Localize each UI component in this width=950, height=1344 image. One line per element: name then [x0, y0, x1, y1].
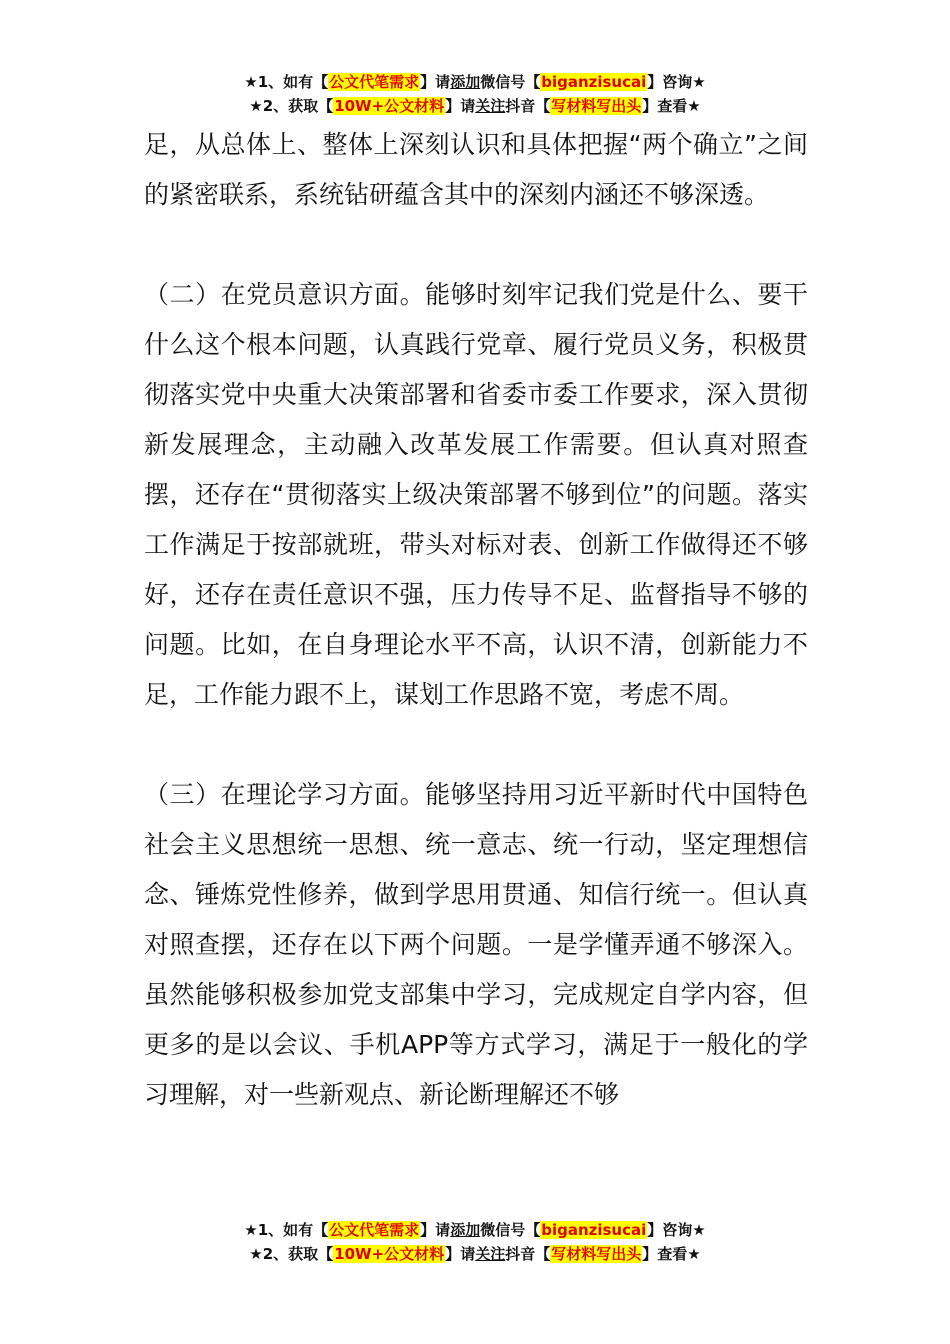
banner-underline: 关注 [475, 97, 506, 115]
paragraph-1: 足，从总体上、整体上深刻认识和具体把握“两个确立”之间的紧密联系，系统钻研蕴含其中的深刻内涵还不够深透。 [144, 130, 808, 209]
banner-text: 抖音【 [505, 1245, 551, 1263]
banner-text: 】请 [420, 1221, 451, 1239]
paragraph-gap [144, 220, 808, 270]
banner-text: 微信号【 [480, 73, 541, 91]
banner-line-1 [0, 1218, 950, 1242]
banner-highlight: biganzisucai [541, 73, 647, 91]
banner-line-1 [0, 70, 950, 94]
banner-line-2 [0, 94, 950, 118]
banner-text: 】请 [445, 1245, 476, 1263]
paragraph-2: （二）在党员意识方面。能够时刻牢记我们党是什么、要干什么这个根本问题，认真践行党章、履行党员义务，积极贯彻落实党中央重大决策部署和省委市委工作要求，深入贯彻新发展理念，主动融入改革发展工作需要。但认真对照查摆，还存在“贯彻落实上级决策部署不够到位”的问题。落实工作满足于按部就班，带头对标对表、创新工作做得还不够好，还存在责任意识不强，压力传导不足、监督指导不够的问题。比如，在自身理论水平不高，认识不清，创新能力不足，工作能力跟不上，谋划工作思路不宽，考虑不周。 [144, 280, 808, 709]
banner-text: ★2、获取【 [249, 1245, 334, 1263]
banner-underline: 添加 [450, 73, 481, 91]
banner-text: ★1、如有【 [244, 73, 329, 91]
banner-text: 抖音【 [505, 97, 551, 115]
banner-text: 】请 [420, 73, 451, 91]
banner-highlight: 公文代笔需求 [329, 73, 420, 91]
banner-highlight: 10W+公文材料 [334, 1245, 445, 1263]
banner-text: 微信号【 [480, 1221, 541, 1239]
header-banner [0, 70, 950, 118]
banner-text: 】请 [445, 97, 476, 115]
banner-text: 】查看★ [642, 1245, 701, 1263]
paragraph-gap [144, 720, 808, 770]
banner-highlight: biganzisucai [541, 1221, 647, 1239]
banner-highlight: 写材料写出头 [551, 97, 642, 115]
banner-underline: 添加 [450, 1221, 481, 1239]
banner-text: 】咨询★ [647, 1221, 706, 1239]
banner-text: ★1、如有【 [244, 1221, 329, 1239]
banner-underline: 关注 [475, 1245, 506, 1263]
footer-banner [0, 1218, 950, 1266]
banner-line-2 [0, 1242, 950, 1266]
paragraph-3: （三）在理论学习方面。能够坚持用习近平新时代中国特色社会主义思想统一思想、统一意志、统一行动，坚定理想信念、锤炼党性修养，做到学思用贯通、知信行统一。但认真对照查摆，还存在以下两个问题。一是学懂弄通不够深入。虽然能够积极参加党支部集中学习，完成规定自学内容，但更多的是以会议、手机APP等方式学习，满足于一般化的学习理解，对一些新观点、新论断理解还不够 [144, 780, 808, 1109]
banner-highlight: 10W+公文材料 [334, 97, 445, 115]
banner-highlight: 写材料写出头 [551, 1245, 642, 1263]
banner-highlight: 公文代笔需求 [329, 1221, 420, 1239]
banner-text: 】查看★ [642, 97, 701, 115]
document-body [144, 120, 808, 1120]
banner-text: 】咨询★ [647, 73, 706, 91]
banner-text: ★2、获取【 [249, 97, 334, 115]
